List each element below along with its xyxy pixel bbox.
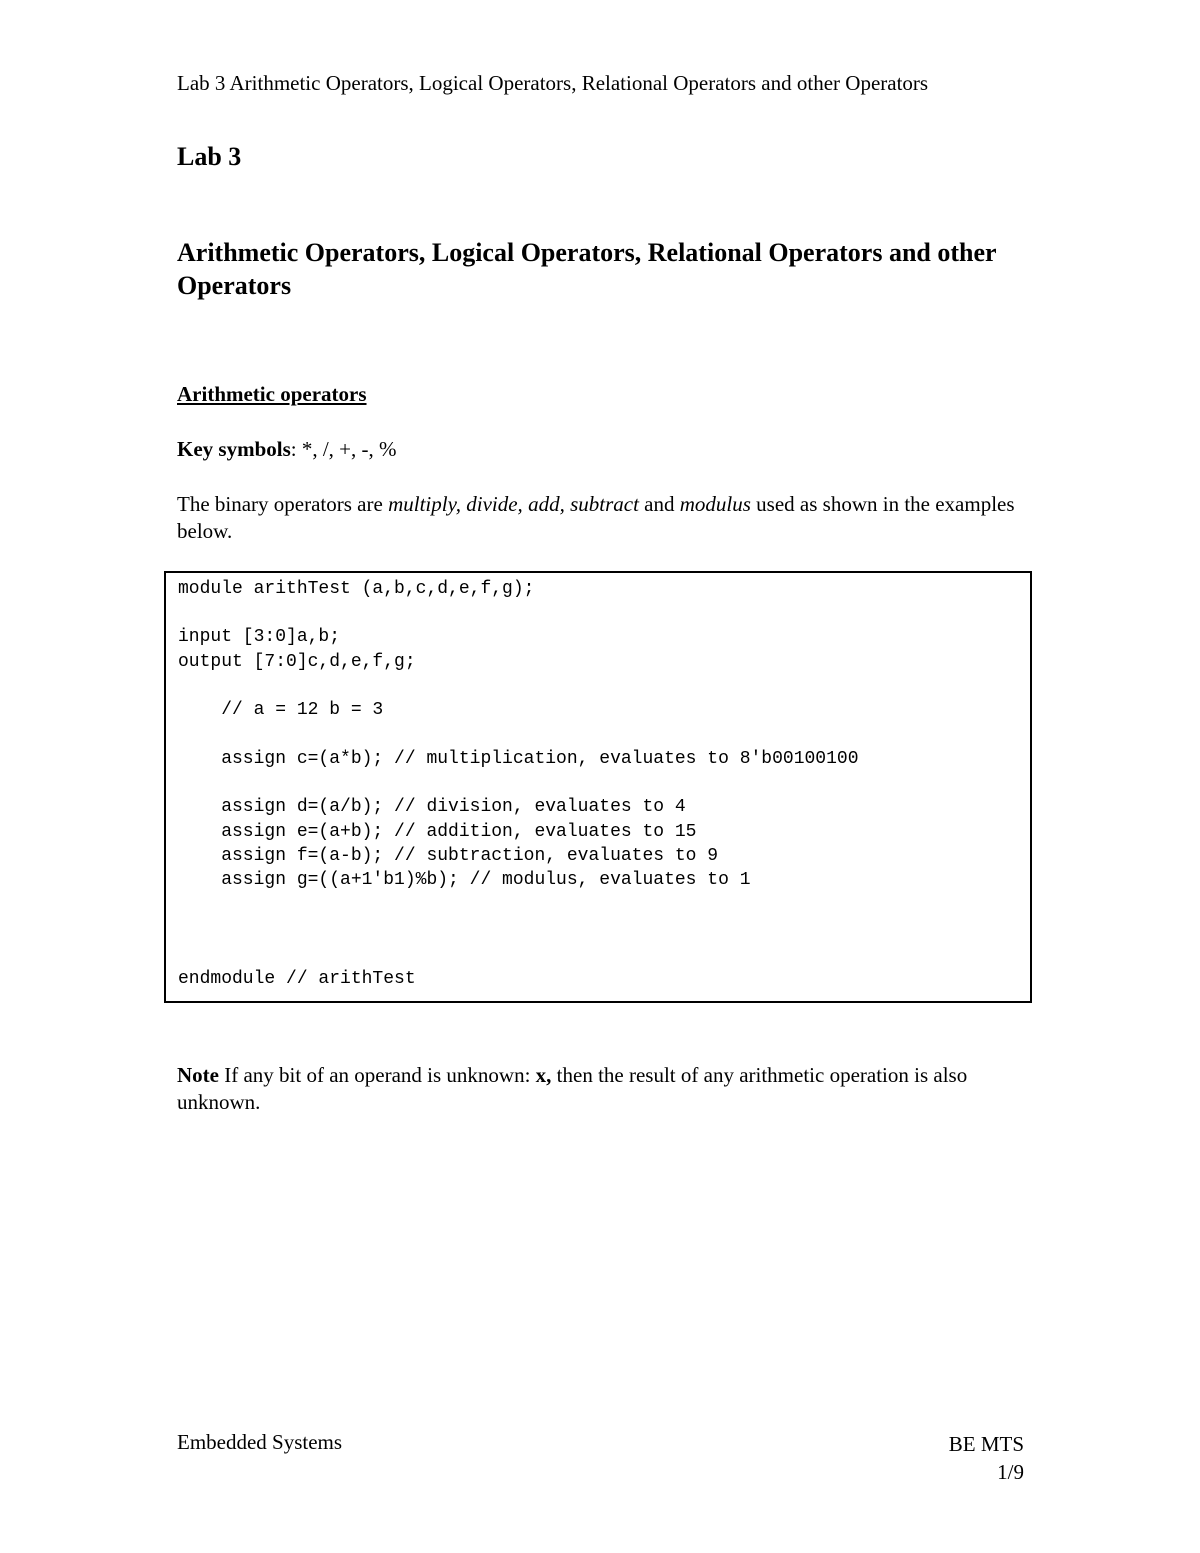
intro-paragraph [177, 491, 1037, 545]
term-add: add, [528, 492, 565, 516]
term-modulus: modulus [679, 492, 751, 516]
term-subtract: subtract [570, 492, 639, 516]
code-block [164, 571, 1032, 1003]
note-paragraph [177, 1062, 1037, 1116]
code-line: output [7:0]c,d,e,f,g; [178, 652, 416, 672]
note-label: Note [177, 1063, 219, 1087]
note-text-end: then the result of any arithmetic operation is also unknown. [177, 1063, 968, 1114]
lab-title: Lab 3 [177, 142, 242, 171]
code-line: assign c=(a*b); // multiplication, evaluates to 8'b00100100 [178, 749, 859, 769]
term-divide: divide, [466, 492, 523, 516]
code-line: module arithTest (a,b,c,d,e,f,g); [178, 579, 535, 599]
note-x: x, [535, 1063, 552, 1087]
code-line: // a = 12 b = 3 [178, 700, 384, 720]
footer-course: Embedded Systems [177, 1430, 343, 1454]
section-heading: Arithmetic operators [177, 382, 367, 406]
code-line: assign f=(a-b); // subtraction, evaluates to 9 [178, 846, 719, 866]
key-symbols-label: Key symbols [177, 437, 291, 461]
footer-right [949, 1430, 1024, 1486]
intro-text: The binary operators are [177, 492, 389, 516]
code-line: assign d=(a/b); // division, evaluates to 4 [178, 797, 686, 817]
running-header: Lab 3 Arithmetic Operators, Logical Operators, Relational Operators and other Operators [177, 71, 929, 95]
code-line: endmodule // arithTest [178, 969, 416, 989]
footer-program: BE MTS [948, 1432, 1024, 1456]
code-line: assign g=((a+1'b1)%b); // modulus, evaluates to 1 [178, 870, 751, 890]
note-text: If any bit of an operand is unknown: [218, 1063, 536, 1087]
code-line: assign e=(a+b); // addition, evaluates to 15 [178, 822, 697, 842]
key-symbols-line [177, 437, 397, 462]
term-multiply: multiply, [388, 492, 461, 516]
key-symbols-value: : *, /, +, -, % [290, 437, 397, 461]
code-line: input [3:0]a,b; [178, 627, 341, 647]
intro-and: and [638, 492, 680, 516]
intro-text-end: used as shown in the examples below. [177, 492, 1015, 543]
page-title: Arithmetic Operators, Logical Operators, Relational Operators and other Operators [177, 238, 997, 300]
page-number: 1/9 [997, 1460, 1024, 1484]
